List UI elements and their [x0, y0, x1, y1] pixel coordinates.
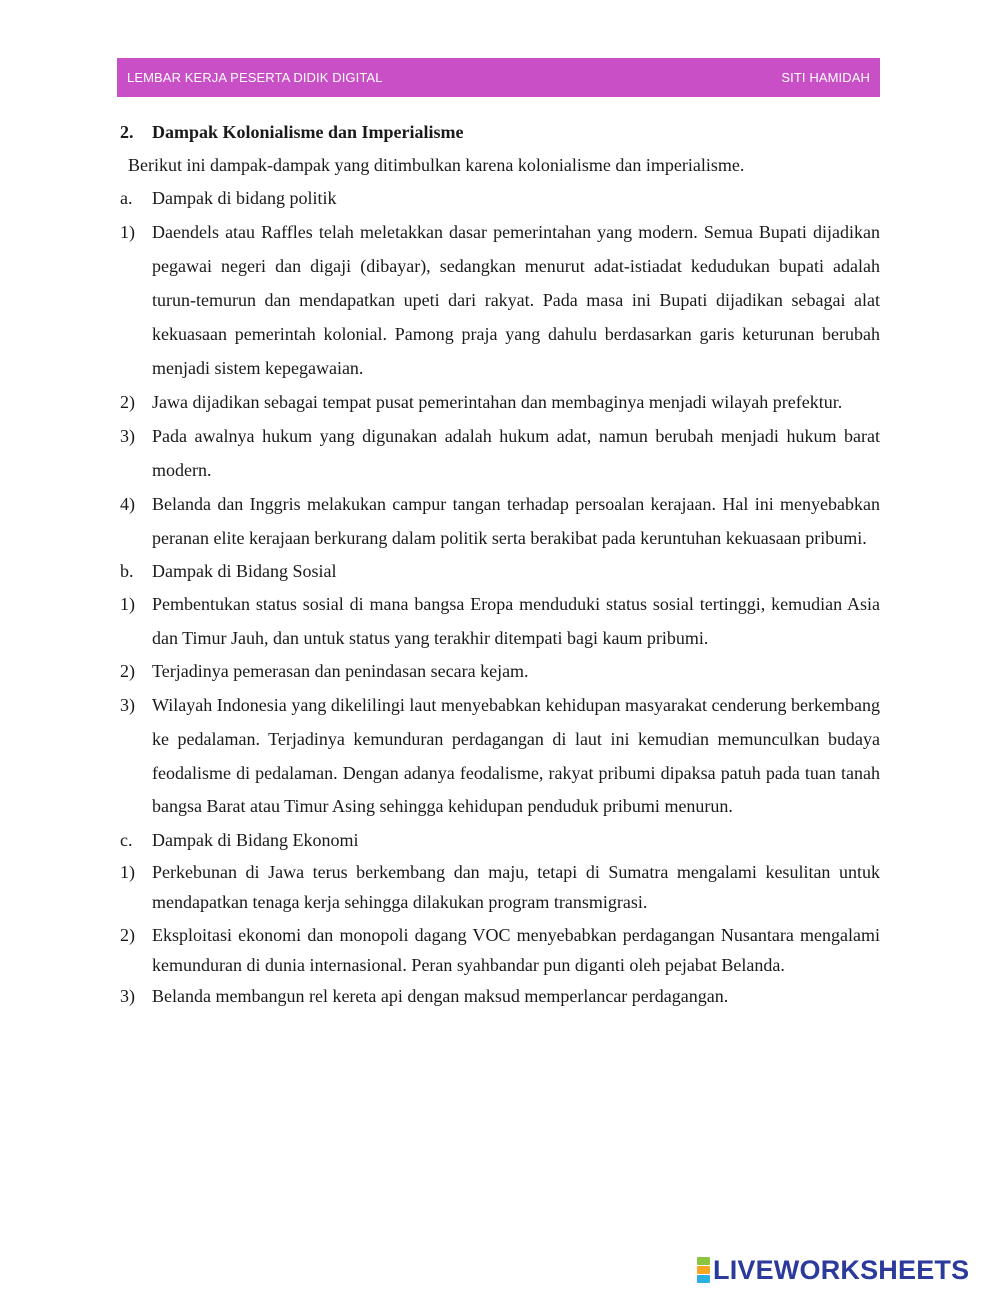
logo-block-icon [697, 1266, 710, 1274]
list-item [120, 215, 880, 385]
item-number: 2) [120, 924, 135, 945]
section-number: 2. [120, 122, 134, 142]
item-text: Perkebunan di Jawa terus berkembang dan maju, tetapi di Sumatra mengalami kesulitan untuk mendapatkan tenaga kerja sehingga dilakukan program transmigrasi. [152, 861, 880, 912]
item-number: 3) [120, 985, 135, 1006]
logo-block-icon [697, 1275, 710, 1283]
item-text: Jawa dijadikan sebagai tempat pusat pemerintahan dan membaginya menjadi wilayah prefektur. [152, 392, 843, 412]
item-number: 4) [120, 494, 135, 514]
logo-text: LIVEWORKSHEETS [713, 1255, 970, 1285]
item-text: Belanda dan Inggris melakukan campur tangan terhadap persoalan kerajaan. Hal ini menyebabkan peranan elite kerajaan berkurang dalam politik serta berakibat pada keruntuhan kekuasaan pribumi. [152, 494, 880, 548]
list-item [120, 920, 880, 980]
item-number: 2) [120, 661, 135, 682]
logo-icon [697, 1257, 710, 1283]
item-text: Daendels atau Raffles telah meletakkan dasar pemerintahan yang modern. Semua Bupati dijadikan pegawai negeri dan digaji (dibayar), sedangkan menurut adat-istiadat kedudukan bupati adalah turun-temurun dan mendapatkan upeti dari rakyat. Pada masa ini Bupati dijadikan sebagai alat kekuasaan pemerintah kolonial. Pamong praja yang dahulu berdasarkan garis keturunan berubah menjadi sistem kepegawaian. [152, 222, 880, 378]
list-item [120, 419, 880, 487]
item-number: 1) [120, 594, 135, 614]
item-text: Wilayah Indonesia yang dikelilingi laut menyebabkan kehidupan masyarakat cenderung berkembang ke pedalaman. Terjadinya kemunduran perdagangan di laut ini kemudian memunculkan budaya feodalisme di pedalaman. Dengan adanya feodalisme, rakyat pribumi dipaksa patuh pada tuan tanah bangsa Barat atau Timur Asing sehingga kehidupan penduduk pribumi menurun. [152, 695, 880, 817]
item-text: Pada awalnya hukum yang digunakan adalah hukum adat, namun berubah menjadi hukum barat modern. [152, 426, 880, 480]
list-item [120, 857, 880, 917]
list-item [120, 588, 880, 655]
item-number: 2) [120, 392, 135, 412]
item-number: 1) [120, 861, 135, 882]
liveworksheets-logo [697, 1255, 969, 1285]
section-heading [120, 116, 880, 149]
subheading-politik [120, 182, 880, 215]
item-text: Terjadinya pemerasan dan penindasan secara kejam. [152, 661, 529, 682]
item-number: 1) [120, 222, 135, 242]
item-number: 3) [120, 426, 135, 446]
subheading-text: Dampak di bidang politik [152, 188, 337, 208]
logo-block-icon [697, 1257, 710, 1265]
worksheet-header [117, 58, 880, 97]
list-item [120, 981, 880, 1011]
list-item [120, 385, 880, 419]
section-intro: Berikut ini dampak-dampak yang ditimbulkan karena kolonialisme dan imperialisme. [128, 155, 745, 175]
subheading-sosial [120, 555, 880, 588]
item-text: Pembentukan status sosial di mana bangsa Eropa menduduki status sosial tertinggi, kemudian Asia dan Timur Jauh, dan untuk status yang terakhir ditempati bagi kaum pribumi. [152, 594, 880, 648]
item-number: 3) [120, 695, 135, 716]
list-item [120, 487, 880, 555]
subheading-marker: a. [120, 188, 133, 208]
header-title: LEMBAR KERJA PESERTA DIDIK DIGITAL [127, 70, 383, 85]
list-item [120, 655, 880, 689]
subheading-text: Dampak di Bidang Ekonomi [152, 829, 359, 850]
item-text: Belanda membangun rel kereta api dengan maksud memperlancar perdagangan. [152, 985, 729, 1006]
list-item [120, 689, 880, 824]
header-author: SITI HAMIDAH [781, 70, 870, 85]
item-text: Eksploitasi ekonomi dan monopoli dagang VOC menyebabkan perdagangan Nusantara mengalami kemunduran di dunia internasional. Peran syahbandar pun diganti oleh pejabat Belanda. [152, 924, 880, 975]
worksheet-content [120, 116, 880, 1011]
subheading-marker: b. [120, 561, 134, 581]
section-title: Dampak Kolonialisme dan Imperialisme [152, 122, 464, 142]
subheading-marker: c. [120, 829, 133, 850]
subheading-ekonomi [120, 824, 880, 857]
subheading-text: Dampak di Bidang Sosial [152, 561, 337, 581]
